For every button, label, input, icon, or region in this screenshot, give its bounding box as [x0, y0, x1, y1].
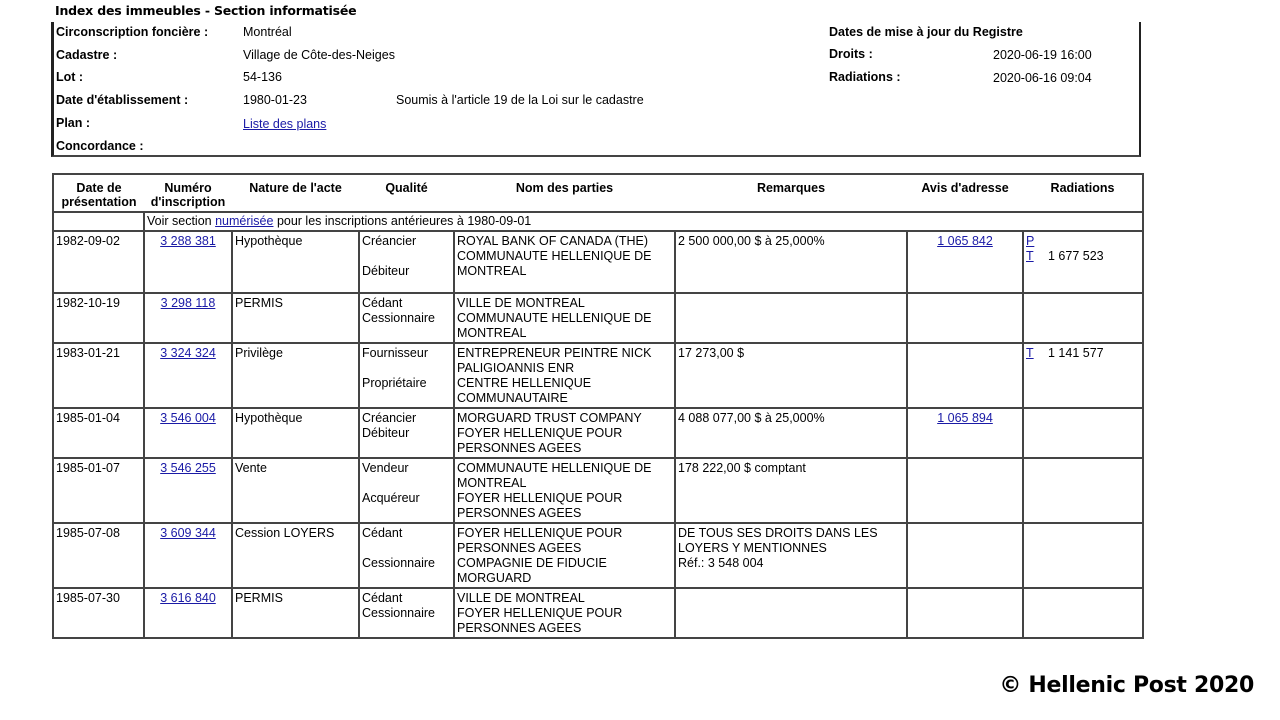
table-row [53, 231, 1143, 293]
qualite-cell: Cédant Cessionnaire [359, 523, 454, 588]
radiations-value: 2020-06-16 09:04 [993, 71, 1092, 85]
radiation-t-link[interactable]: T [1026, 249, 1034, 263]
nature-cell: Cession LOYERS [232, 523, 359, 588]
nature-cell: PERMIS [232, 588, 359, 638]
numero-link[interactable]: 3 324 324 [160, 346, 216, 360]
property-header [51, 22, 1141, 157]
lot-label: Lot : [56, 70, 84, 84]
avis-cell [907, 293, 1023, 343]
table-row [53, 458, 1143, 523]
table-row [53, 523, 1143, 588]
numero-link[interactable]: 3 288 381 [160, 234, 216, 248]
table-header-row [53, 174, 1143, 212]
radiation-p-link[interactable]: P [1026, 234, 1035, 248]
lot-value: 54-136 [243, 70, 282, 84]
avis-cell [907, 588, 1023, 638]
col-nature: Nature de l'acte [232, 174, 359, 212]
liste-des-plans-link[interactable]: Liste des plans [243, 117, 327, 131]
parties-cell: FOYER HELLENIQUE POUR PERSONNES AGEES COMPAGNIE DE FIDUCIE MORGUARD [454, 523, 675, 588]
concordance-label: Concordance : [56, 139, 144, 153]
col-qualite: Qualité [359, 174, 454, 212]
qualite-cell: Cédant Cessionnaire [359, 293, 454, 343]
numero-link[interactable]: 3 298 118 [160, 296, 216, 310]
date-cell: 1985-07-08 [53, 523, 144, 588]
remarques-cell [675, 588, 907, 638]
remarques-cell: 178 222,00 $ comptant [675, 458, 907, 523]
page-title: Index des immeubles - Section informatisée [55, 3, 357, 18]
registre-title: Dates de mise à jour du Registre [829, 25, 1023, 39]
table-row [53, 343, 1143, 408]
parties-cell: MORGUARD TRUST COMPANY FOYER HELLENIQUE POUR PERSONNES AGEES [454, 408, 675, 458]
numerisee-link[interactable]: numérisée [215, 214, 274, 228]
numero-link[interactable]: 3 609 344 [160, 526, 216, 540]
avis-cell [907, 343, 1023, 408]
numero-link[interactable]: 3 546 004 [160, 411, 216, 425]
date-cell: 1982-10-19 [53, 293, 144, 343]
nature-cell: Privilège [232, 343, 359, 408]
copyright-watermark: © Hellenic Post 2020 [999, 673, 1254, 698]
col-date: Date de présentation [53, 174, 144, 212]
date-cell: 1985-01-07 [53, 458, 144, 523]
avis-link[interactable]: 1 065 842 [937, 234, 993, 248]
qualite-cell: Créancier Débiteur [359, 231, 454, 293]
remarques-cell: DE TOUS SES DROITS DANS LES LOYERS Y MENTIONNES Réf.: 3 548 004 [675, 523, 907, 588]
avis-link[interactable]: 1 065 894 [937, 411, 993, 425]
table-row [53, 408, 1143, 458]
parties-cell: VILLE DE MONTREAL COMMUNAUTE HELLENIQUE DE MONTREAL [454, 293, 675, 343]
nature-cell: PERMIS [232, 293, 359, 343]
qualite-cell: Fournisseur Propriétaire [359, 343, 454, 408]
radiation-t-link[interactable]: T [1026, 346, 1034, 360]
radiations-cell: T 1 141 577 [1023, 343, 1143, 408]
radiations-cell [1023, 588, 1143, 638]
radiations-cell [1023, 458, 1143, 523]
parties-cell: ENTREPRENEUR PEINTRE NICK PALIGIOANNIS ENR CENTRE HELLENIQUE COMMUNAUTAIRE [454, 343, 675, 408]
notice-cell: Voir section numérisée pour les inscriptions antérieures à 1980-09-01 [144, 212, 1143, 231]
date-etablissement-value: 1980-01-23 [243, 93, 307, 107]
nature-cell: Hypothèque [232, 231, 359, 293]
inscriptions-table [52, 173, 1144, 639]
qualite-cell: Créancier Débiteur [359, 408, 454, 458]
radiations-cell [1023, 408, 1143, 458]
parties-cell: COMMUNAUTE HELLENIQUE DE MONTREAL FOYER HELLENIQUE POUR PERSONNES AGEES [454, 458, 675, 523]
table-row [53, 588, 1143, 638]
date-cell: 1985-01-04 [53, 408, 144, 458]
radiations-cell [1023, 293, 1143, 343]
avis-cell [907, 523, 1023, 588]
col-numero: Numéro d'inscription [144, 174, 232, 212]
notice-row [53, 212, 1143, 231]
date-cell: 1983-01-21 [53, 343, 144, 408]
date-cell: 1982-09-02 [53, 231, 144, 293]
numero-link[interactable]: 3 546 255 [160, 461, 216, 475]
col-remarques: Remarques [675, 174, 907, 212]
col-parties: Nom des parties [454, 174, 675, 212]
qualite-cell: Cédant Cessionnaire [359, 588, 454, 638]
date-cell: 1985-07-30 [53, 588, 144, 638]
radiations-cell: P T 1 677 523 [1023, 231, 1143, 293]
radiations-label: Radiations : [829, 70, 901, 84]
radiations-cell [1023, 523, 1143, 588]
nature-cell: Vente [232, 458, 359, 523]
droits-value: 2020-06-19 16:00 [993, 48, 1092, 62]
remarques-cell: 17 273,00 $ [675, 343, 907, 408]
avis-cell [907, 458, 1023, 523]
droits-label: Droits : [829, 47, 873, 61]
remarques-cell: 2 500 000,00 $ à 25,000% [675, 231, 907, 293]
parties-cell: ROYAL BANK OF CANADA (THE) COMMUNAUTE HELLENIQUE DE MONTREAL [454, 231, 675, 293]
cadastre-label: Cadastre : [56, 48, 118, 62]
circonscription-label: Circonscription foncière : [56, 25, 209, 39]
nature-cell: Hypothèque [232, 408, 359, 458]
cadastre-value: Village de Côte-des-Neiges [243, 48, 395, 62]
parties-cell: VILLE DE MONTREAL FOYER HELLENIQUE POUR PERSONNES AGEES [454, 588, 675, 638]
numero-link[interactable]: 3 616 840 [160, 591, 216, 605]
date-etablissement-note: Soumis à l'article 19 de la Loi sur le cadastre [396, 93, 644, 107]
col-radiations: Radiations [1023, 174, 1143, 212]
remarques-cell [675, 293, 907, 343]
table-row [53, 293, 1143, 343]
date-etablissement-label: Date d'établissement : [56, 93, 189, 107]
plan-label: Plan : [56, 116, 91, 130]
col-avis: Avis d'adresse [907, 174, 1023, 212]
remarques-cell: 4 088 077,00 $ à 25,000% [675, 408, 907, 458]
circonscription-value: Montréal [243, 25, 292, 39]
qualite-cell: Vendeur Acquéreur [359, 458, 454, 523]
